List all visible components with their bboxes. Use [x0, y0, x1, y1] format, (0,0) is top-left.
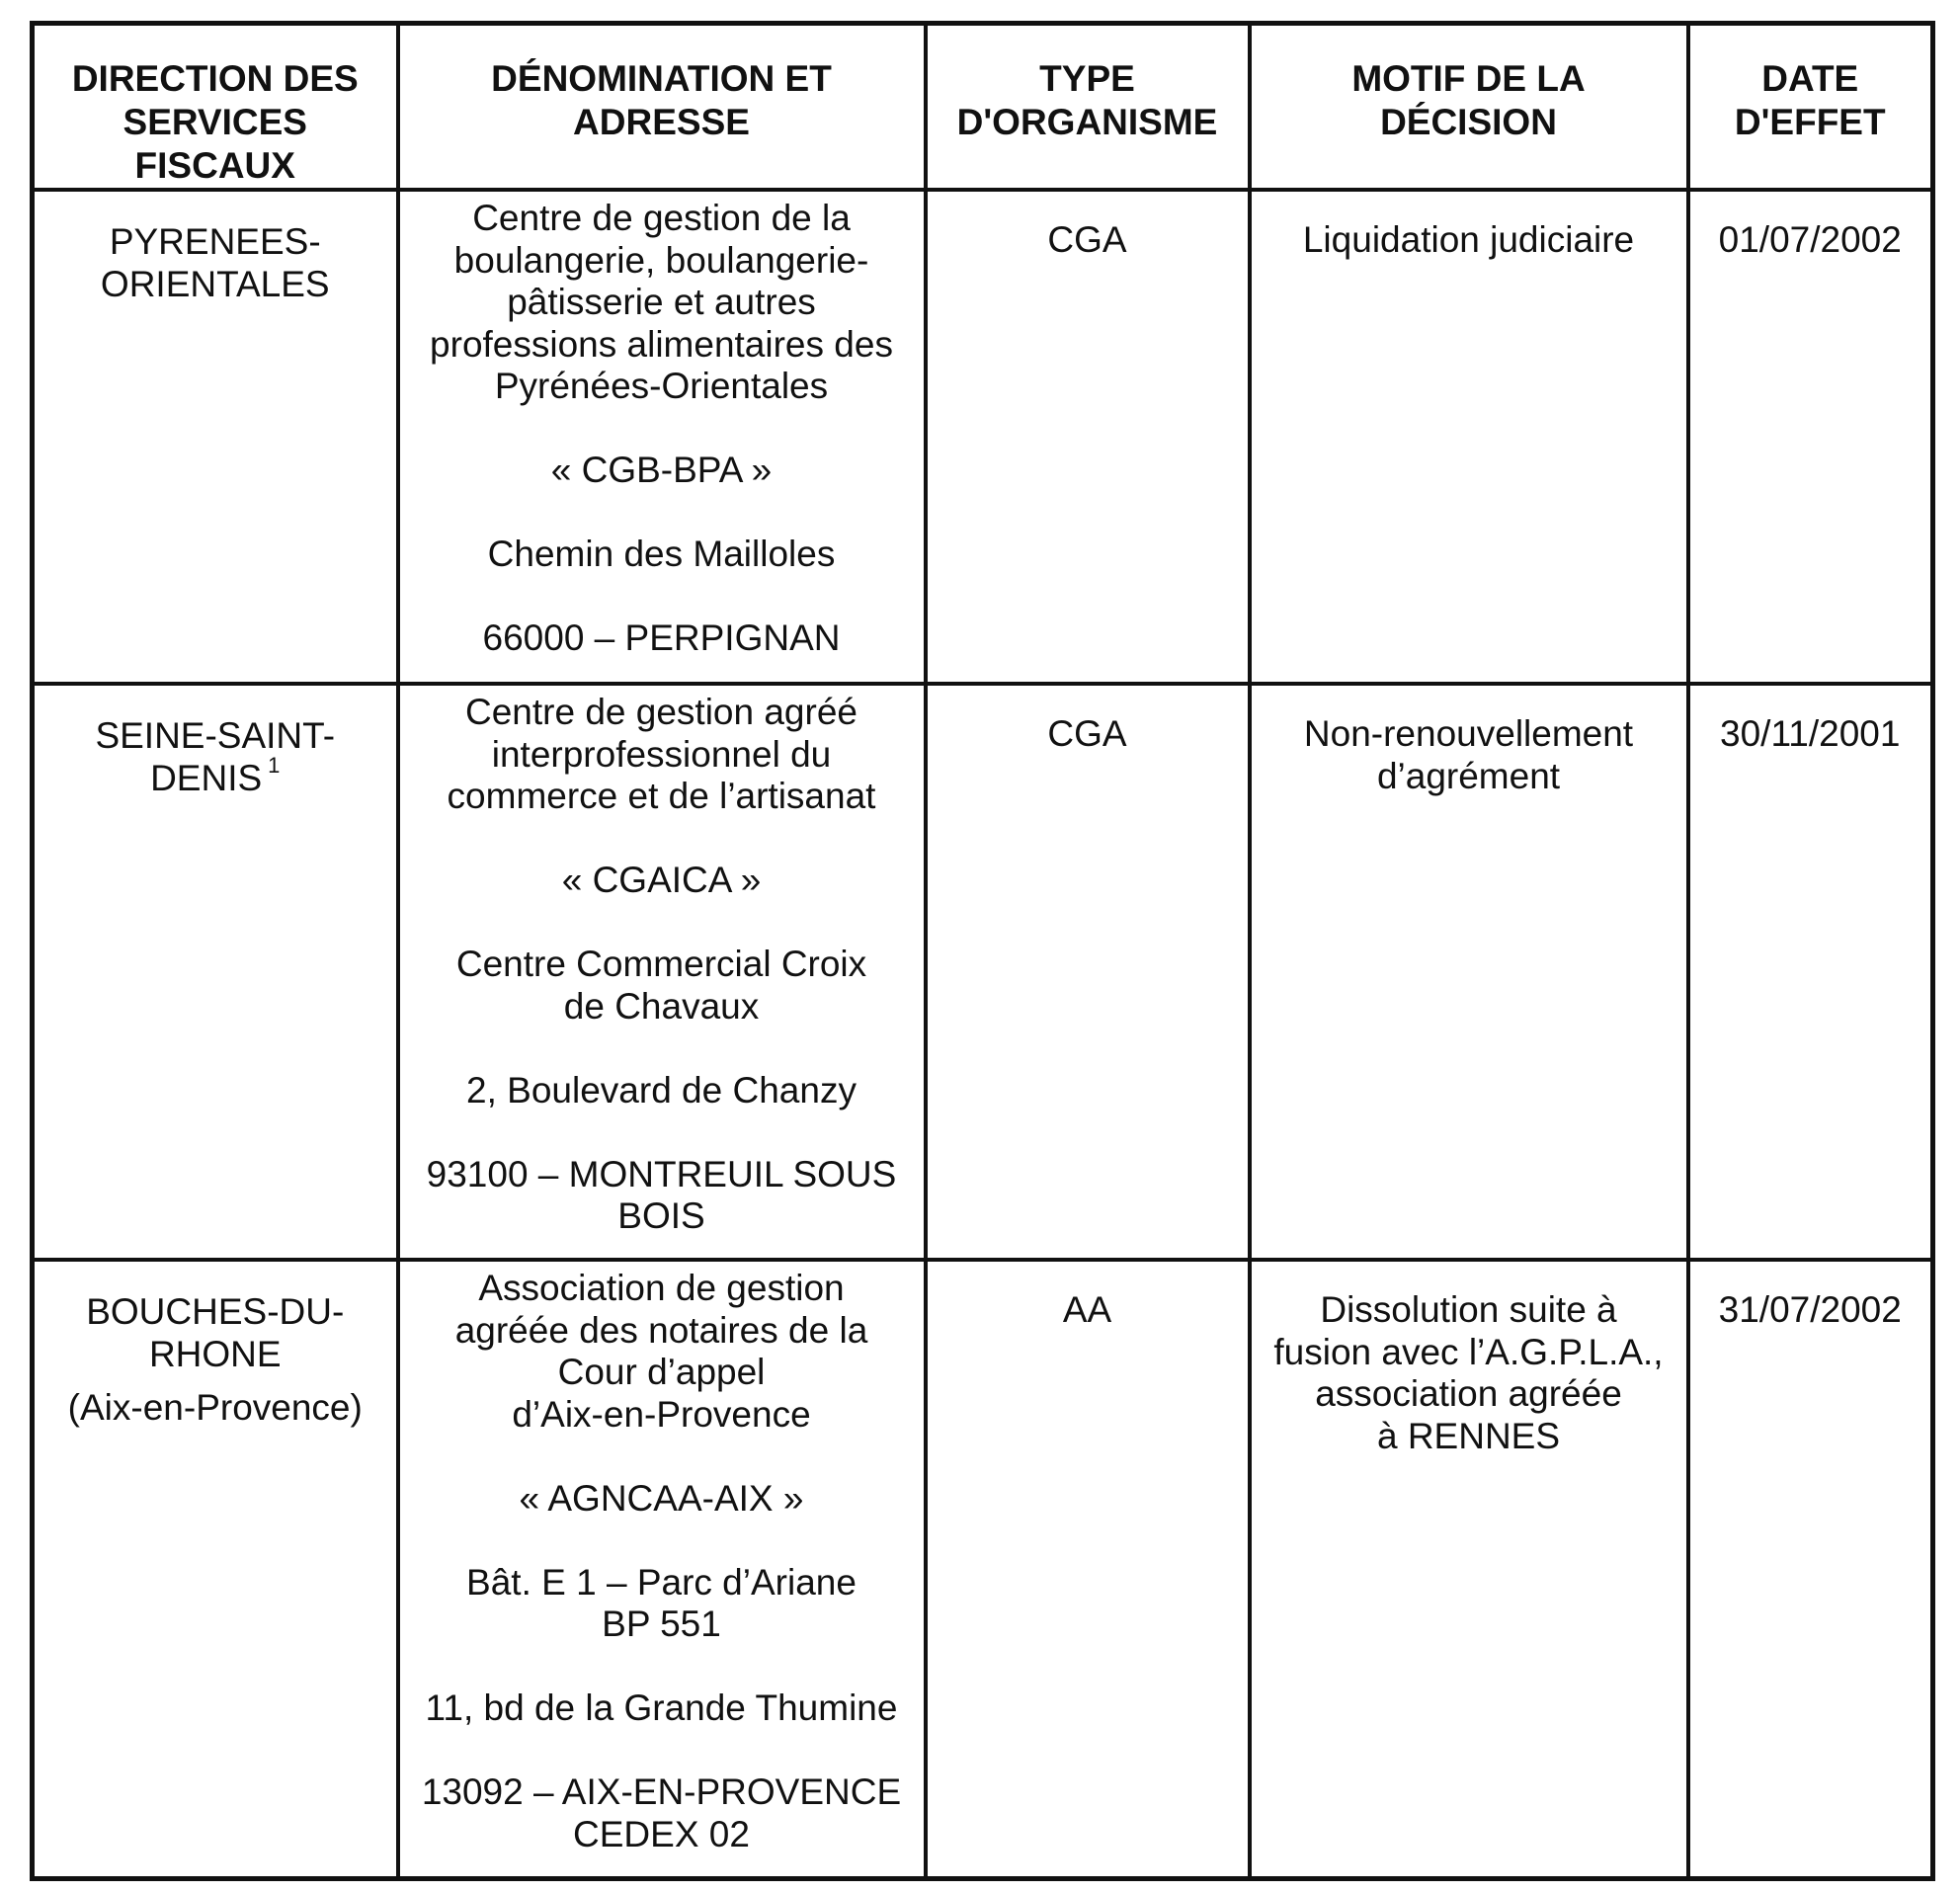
address-text: Bât. E 1 – Parc d’Ariane — [466, 1561, 857, 1603]
type-cell: CGA — [926, 684, 1250, 1260]
motif-text: d’agrément — [1376, 755, 1561, 796]
name-line: Centre de gestion de la — [472, 198, 851, 238]
address-text: 93100 – MONTREUIL SOUS — [426, 1153, 897, 1194]
header-text: D'EFFET — [1734, 102, 1886, 142]
motif-text: association agréée — [1315, 1373, 1622, 1414]
denomination-cell — [398, 190, 926, 684]
date-cell: 30/11/2001 — [1688, 684, 1933, 1260]
address-text: Centre Commercial Croix — [455, 944, 867, 984]
date-cell: 31/07/2002 — [1688, 1260, 1933, 1878]
address-text: de Chavaux — [563, 985, 760, 1027]
footnote-marker: 1 — [268, 753, 281, 779]
header-text: D'ORGANISME — [956, 102, 1218, 142]
header-denomination — [398, 24, 926, 191]
name-line: Centre de gestion agréé — [465, 692, 858, 732]
organization-acronym: « CGAICA » — [561, 860, 762, 900]
direction-text — [35, 753, 396, 800]
header-text: DIRECTION DES — [71, 58, 359, 99]
denomination-cell — [398, 684, 926, 1260]
direction-text: SEINE-SAINT- — [95, 715, 336, 756]
direction-text-part: DENIS — [150, 757, 263, 798]
name-line: agréée des notaires de la — [454, 1309, 868, 1351]
address-text: 66000 – PERPIGNAN — [482, 617, 841, 658]
name-line: Cour d’appel — [557, 1352, 766, 1392]
date-cell: 01/07/2002 — [1688, 190, 1933, 684]
direction-cell — [33, 1260, 398, 1878]
header-text: FISCAUX — [134, 145, 295, 186]
address-line — [400, 1562, 924, 1646]
address-text: 2, Boulevard de Chanzy — [466, 1069, 857, 1111]
name-line: Association de gestion — [478, 1268, 845, 1308]
table-row — [33, 684, 1933, 1260]
organization-name — [400, 1268, 924, 1436]
address-text: 13092 – AIX-EN-PROVENCE — [421, 1771, 902, 1812]
direction-cell — [33, 190, 398, 684]
name-line: pâtisserie et autres — [507, 282, 816, 322]
organization-name — [400, 198, 924, 408]
name-line: interprofessionnel du — [491, 733, 832, 775]
name-line: boulangerie, boulangerie- — [453, 239, 869, 281]
direction-text: ORIENTALES — [100, 263, 330, 304]
address-line — [400, 1070, 924, 1112]
direction-note: (Aix-en-Provence) — [67, 1387, 363, 1428]
address-line — [400, 944, 924, 1028]
direction-cell — [33, 684, 398, 1260]
address-line — [400, 534, 924, 576]
address-line — [400, 1154, 924, 1238]
motif-cell — [1250, 1260, 1688, 1878]
address-line — [400, 617, 924, 660]
name-line: d’Aix-en-Provence — [512, 1393, 811, 1435]
address-line — [400, 1771, 924, 1855]
organization-acronym: « AGNCAA-AIX » — [519, 1477, 804, 1519]
header-row — [33, 24, 1933, 191]
header-text: DATE — [1761, 58, 1859, 99]
address-line — [400, 1687, 924, 1730]
direction-text: BOUCHES-DU- — [86, 1291, 345, 1332]
motif-text: Dissolution suite à — [1320, 1289, 1617, 1330]
address-text: CEDEX 02 — [573, 1813, 750, 1854]
header-text: MOTIF DE LA — [1351, 58, 1586, 99]
header-date — [1688, 24, 1933, 191]
header-direction — [33, 24, 398, 191]
header-type — [926, 24, 1250, 191]
direction-text: PYRENEES- — [109, 221, 321, 262]
type-cell: CGA — [926, 190, 1250, 684]
header-text: ADRESSE — [573, 102, 750, 142]
type-cell: AA — [926, 1260, 1250, 1878]
name-line: Pyrénées-Orientales — [494, 366, 829, 406]
decision-table — [30, 21, 1935, 1881]
header-text: SERVICES — [122, 102, 307, 142]
header-text: DÉCISION — [1380, 102, 1557, 142]
motif-text: Non-renouvellement — [1303, 713, 1634, 754]
direction-text: RHONE — [148, 1333, 282, 1374]
name-line: commerce et de l’artisanat — [447, 776, 876, 816]
motif-text: à RENNES — [1376, 1415, 1561, 1456]
header-text: TYPE — [1039, 58, 1135, 99]
motif-text: fusion avec l’A.G.P.L.A., — [1273, 1331, 1664, 1372]
motif-cell — [1250, 684, 1688, 1260]
address-text: 11, bd de la Grande Thumine — [425, 1687, 898, 1728]
denomination-cell — [398, 1260, 926, 1878]
table-row — [33, 190, 1933, 684]
header-text: DÉNOMINATION ET — [491, 58, 832, 99]
organization-acronym: « CGB-BPA » — [550, 450, 773, 490]
motif-text: Liquidation judiciaire — [1302, 219, 1635, 260]
address-text: BP 551 — [602, 1604, 721, 1644]
address-text: BOIS — [617, 1195, 705, 1236]
address-text: Chemin des Mailloles — [487, 534, 836, 574]
organization-name — [400, 692, 924, 818]
table-row — [33, 1260, 1933, 1878]
motif-cell — [1250, 190, 1688, 684]
name-line: professions alimentaires des — [430, 323, 893, 365]
header-motif — [1250, 24, 1688, 191]
